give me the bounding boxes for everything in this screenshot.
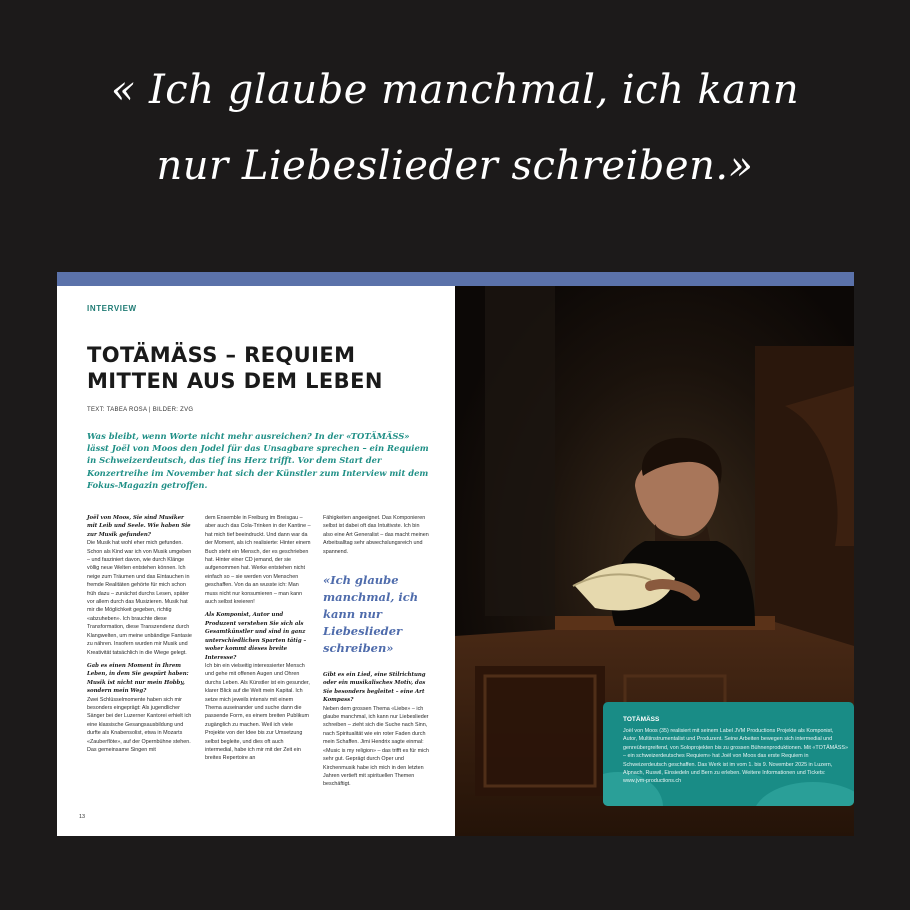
- pull-quote: «Ich glaube manchmal, ich kann nur Liebeslieder schreiben»: [323, 573, 419, 656]
- article-credit: TEXT: TABEA ROSA | BILDER: ZVG: [87, 407, 194, 413]
- headline-line-2: nur Liebeslieder schreiben.»: [156, 143, 754, 189]
- question: Gibt es ein Lied, eine Stilrichtung oder ein musikalisches Motiv, das Sie besonders begleitet – eine Art Kompass?: [323, 672, 426, 704]
- article-lead: Was bleibt, wenn Worte nicht mehr ausreichen? In der «TOTÄMÄSS» lässt Joël von Moos den Jodel für das Unsagbare sprechen – ein Requiem in Schweizerdeutsch, das tief ins Herz trifft. Vor dem Start der Konzertreihe im November hat sich der Künstler zum Interview mit dem Fokus-Magazin getroffen.: [87, 431, 429, 490]
- magazine-spread: [57, 272, 854, 836]
- question: Als Komponist, Autor und Produzent verstehen Sie sich als Gesamtkünstler und sind in ganz unterschiedlichen Sparten tätig – woher kommt dieses breite Interesse?: [205, 612, 307, 661]
- info-box: [603, 702, 854, 806]
- article-title: [87, 342, 427, 394]
- title-line-2: MITTEN AUS DEM LEBEN: [87, 369, 383, 393]
- answer: dem Ensemble in Freiburg im Breisgau – aber auch das Cola-Trinken in der Kantine – hat mich tief beeindruckt. Und dann war da der Moment, als ich realisierte: Hinter einem Buch steht ein Mensch, der es geschrieben hat. Hinter einer CD jemand, der sie aufgenommen hat. Werke entstehen nicht einfach so – sie werden von Menschen geschaffen. Von da an wusste ich: Man muss nicht nur konsumieren – man kann auch selbst kreieren!: [205, 515, 311, 606]
- column-3: [323, 514, 429, 794]
- answer: Ich bin ein vielseitig interessierter Mensch und gehe mit offenen Augen und Ohren durchs Leben. Als Künstler ist ein gesunder, klarer Blick auf die Welt mein Kapital. Ich setze mich jeweils intensiv mit einem Thema auseinander und suche dann die passende Form, es einem breiten Publikum zugänglich zu machen. Weil ich viele Projekte von der Idee bis zur Umsetzung selbst begleite, und dies oft auch intermedial, habe ich mir mit der Zeit ein breites Repertoire an: [205, 662, 310, 762]
- answer: Fähigkeiten angeeignet. Das Komponieren selbst ist dabei oft das Intuitivste. Ich bin also eine Art Generalist – das macht meinen Arbeitsalltag sehr abwechslungsreich und spannend.: [323, 515, 429, 555]
- answer: Die Musik hat wohl eher mich gefunden. Schon als Kind war ich von Musik umgeben – und fasziniert davon, wie durch Klänge völlig neue Welten entstehen können. Ich neige zum Träumen und das Eintauchen in fremde Realitäten gehörte für mich schon früh dazu – zunächst durchs Lesen, später vor allem durch das Musizieren. Musik hat mir die Möglichkeit gegeben, richtig «abzuheben». Ich brauchte diese Transformation, diese Transzendenz durch Klangwelten, um meine unbändige Fantasie zu nähren. Insofern wurden mir Musik und Kreativität tatsächlich in die Wiege gelegt.: [87, 540, 192, 656]
- section-label: INTERVIEW: [87, 304, 137, 313]
- answer: Zwei Schlüsselmomente haben sich mir besonders eingeprägt: Als jugendlicher Sänger bei der Luzerner Kantorei erhielt ich eine klassische Gesangsausbildung und durfte als Knabensolist, etwa in Mozarts «Zauberflöte», auf der Opernbühne stehen. Das gemeinsame Singen mit: [87, 696, 192, 753]
- article-columns: [87, 514, 437, 814]
- spread-top-bar: [57, 272, 854, 286]
- headline-line-1: « Ich glaube manchmal, ich kann: [110, 67, 800, 113]
- info-box-text: Joël von Moos (35) realisiert mit seinem Label JVM Productions Projekte als Komponist, Autor, Multiinstrumentalist und Produzent. Seine Arbeiten bewegen sich intermedial und genreübergreifend, von Soloprojekten bis zu grossen Bühnenproduktionen. Mit «TOTÄMÄSS» – ein schweizerdeutsches Requiem» hat Joël von Moos das erste Requiem in Schweizerdeutsch geschaffen. Das Werk ist im vom 1. bis 9. November 2025 in Luzern, Alpnach, Ruswil, Einsiedeln und Bern zu erleben. Weitere Informationen und Tickets: www.jvm-productions.ch: [623, 728, 848, 785]
- column-2: [205, 514, 311, 768]
- title-line-1: TOTÄMÄSS – REQUIEM: [87, 343, 356, 367]
- question: Joël von Moos, Sie sind Musiker mit Leib und Seele. Wie haben Sie zur Musik gefunden?: [87, 515, 191, 538]
- answer: Neben dem grossen Thema «Liebe» – ich glaube manchmal, ich kann nur Liebeslieder schreiben – zieht sich die Suche nach Sinn, nach Spiritualität wie ein roter Faden durch mein Schaffen. Jimi Hendrix sagte einmal: «Music is my religion» – das trifft es für mich sehr gut. Geprägt durch Oper und Kirchenmusik habe ich mich in den letzten Jahren vertieft mit spirituellen Themen beschäftigt.: [323, 705, 429, 788]
- info-box-title: TOTÄMÄSS: [623, 716, 660, 723]
- question: Gab es einen Moment in Ihrem Leben, in dem Sie gespürt haben: Musik ist nicht nur mein Hobby, sondern mein Weg?: [87, 662, 189, 695]
- left-page: [57, 286, 455, 836]
- page-number: 13: [79, 814, 86, 820]
- column-1: [87, 514, 193, 759]
- headline-quote: [0, 52, 910, 204]
